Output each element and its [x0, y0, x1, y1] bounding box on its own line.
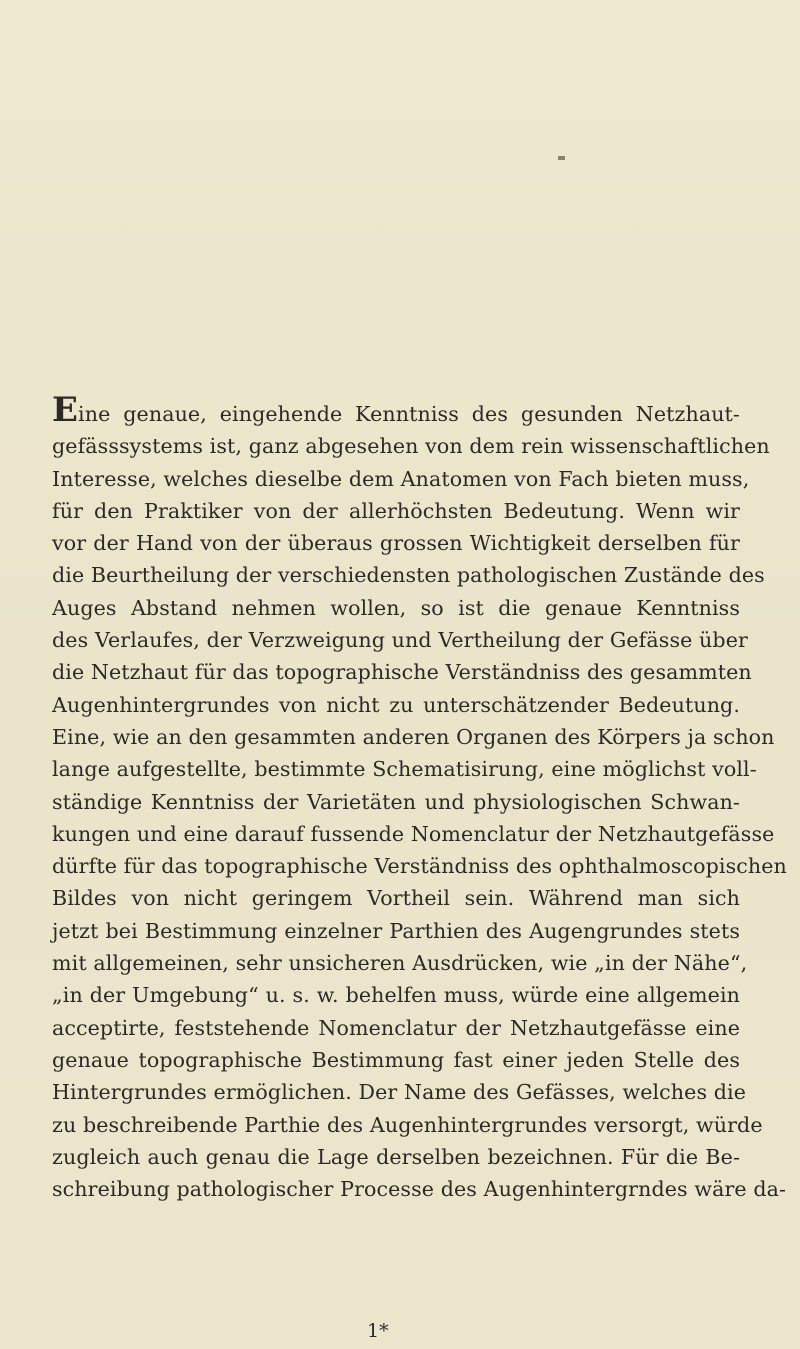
text-line: kungen und eine darauf fussende Nomenclatur der Netzhautgefässe: [52, 821, 775, 846]
drop-cap: E: [52, 390, 79, 430]
text-line: dürfte für das topographische Verständniss des ophthalmoscopischen: [52, 854, 787, 879]
first-line-text: ine genaue, eingehende Kenntniss des gesunden Netzhaut-: [78, 402, 740, 426]
text-line: Bildes von nicht geringem Vortheil sein. Während man sich: [52, 886, 740, 911]
text-line: die Beurtheilung der verschiedensten pathologischen Zustände des: [52, 563, 765, 588]
paper-mark: [558, 156, 565, 160]
text-line: Hintergrundes ermöglichen. Der Name des Gefässes, welches die: [52, 1080, 747, 1105]
text-line-first: [52, 390, 740, 430]
text-line: des Verlaufes, der Verzweigung und Vertheilung der Gefässe über: [52, 628, 748, 653]
text-line: vor der Hand von der überaus grossen Wichtigkeit derselben für: [52, 531, 740, 556]
body-text: [52, 390, 787, 1205]
text-line: genaue topographische Bestimmung fast einer jeden Stelle des: [52, 1047, 740, 1072]
text-line: Eine, wie an den gesammten anderen Organen des Körpers ja schon: [52, 724, 775, 749]
text-line: die Netzhaut für das topographische Verständniss des gesammten: [52, 660, 752, 685]
text-line: acceptirte, feststehende Nomenclatur der Netzhautgefässe eine: [52, 1015, 740, 1040]
text-line: Interesse, welches dieselbe dem Anatomen von Fach bieten muss,: [52, 466, 750, 491]
signature-mark: 1*: [367, 1320, 389, 1342]
text-line: mit allgemeinen, sehr unsicheren Ausdrücken, wie „in der Nähe“,: [52, 951, 748, 976]
text-line: für den Praktiker von der allerhöchsten Bedeutung. Wenn wir: [52, 498, 740, 523]
text-line: zugleich auch genau die Lage derselben bezeichnen. Für die Be-: [52, 1144, 740, 1169]
text-line: schreibung pathologischer Processe des Augenhintergrndes wäre da-: [52, 1177, 787, 1202]
text-line: Augenhintergrundes von nicht zu unterschätzender Bedeutung.: [52, 692, 740, 717]
text-line: „in der Umgebung“ u. s. w. behelfen muss, würde eine allgemein: [52, 983, 740, 1008]
text-line: zu beschreibende Parthie des Augenhintergrundes versorgt, würde: [52, 1112, 763, 1137]
text-line: lange aufgestellte, bestimmte Schematisirung, eine möglichst voll-: [52, 757, 757, 782]
text-line: ständige Kenntniss der Varietäten und physiologischen Schwan-: [52, 789, 740, 814]
text-line: gefässsystems ist, ganz abgesehen von dem rein wissenschaftlichen: [52, 434, 770, 459]
text-line: jetzt bei Bestimmung einzelner Parthien des Augengrundes stets: [52, 918, 740, 943]
text-line: Auges Abstand nehmen wollen, so ist die genaue Kenntniss: [52, 595, 740, 620]
